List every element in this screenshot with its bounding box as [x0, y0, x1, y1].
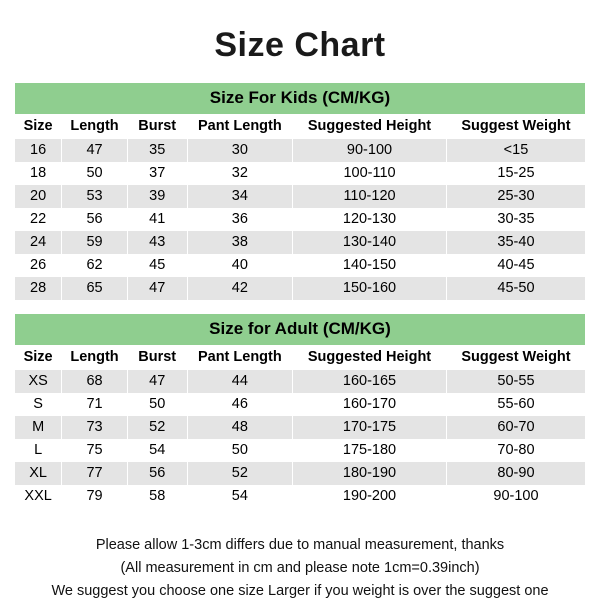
cell-suggested-height: 120-130	[293, 208, 447, 231]
cell-size: 24	[15, 231, 62, 254]
cell-suggested-height: 90-100	[293, 139, 447, 162]
cell-burst: 43	[127, 231, 187, 254]
table-row	[15, 277, 585, 300]
cell-size: 20	[15, 185, 62, 208]
cell-pant-length: 36	[187, 208, 292, 231]
cell-suggested-height: 180-190	[293, 462, 447, 485]
page-title: Size Chart	[214, 26, 386, 64]
adult-size-table	[15, 314, 585, 508]
cell-size: S	[15, 393, 62, 416]
cell-length: 65	[62, 277, 128, 300]
table-row	[15, 393, 585, 416]
cell-burst: 52	[127, 416, 187, 439]
cell-suggest-weight: 90-100	[446, 485, 585, 508]
cell-pant-length: 32	[187, 162, 292, 185]
cell-pant-length: 40	[187, 254, 292, 277]
cell-suggested-height: 150-160	[293, 277, 447, 300]
cell-pant-length: 54	[187, 485, 292, 508]
cell-size: XXL	[15, 485, 62, 508]
cell-burst: 41	[127, 208, 187, 231]
cell-length: 59	[62, 231, 128, 254]
cell-burst: 35	[127, 139, 187, 162]
cell-suggest-weight: 45-50	[446, 277, 585, 300]
kids-header-length: Length	[62, 114, 128, 139]
cell-suggested-height: 130-140	[293, 231, 447, 254]
cell-size: 28	[15, 277, 62, 300]
cell-pant-length: 44	[187, 370, 292, 393]
adult-header-burst: Burst	[127, 345, 187, 370]
table-row	[15, 370, 585, 393]
kids-header-size: Size	[15, 114, 62, 139]
cell-pant-length: 52	[187, 462, 292, 485]
adult-table-band	[15, 314, 585, 345]
cell-suggested-height: 160-170	[293, 393, 447, 416]
cell-length: 68	[62, 370, 128, 393]
cell-suggest-weight: 25-30	[446, 185, 585, 208]
cell-length: 79	[62, 485, 128, 508]
adult-header-pant-length: Pant Length	[187, 345, 292, 370]
table-row	[15, 485, 585, 508]
note-line-3: We suggest you choose one size Larger if you weight is over the suggest one	[51, 583, 549, 599]
cell-suggest-weight: 40-45	[446, 254, 585, 277]
cell-size: 16	[15, 139, 62, 162]
cell-pant-length: 42	[187, 277, 292, 300]
kids-size-table	[15, 83, 585, 300]
adult-header-suggested-height: Suggested Height	[293, 345, 447, 370]
cell-suggested-height: 170-175	[293, 416, 447, 439]
cell-length: 50	[62, 162, 128, 185]
kids-header-pant-length: Pant Length	[187, 114, 292, 139]
cell-pant-length: 48	[187, 416, 292, 439]
cell-burst: 45	[127, 254, 187, 277]
kids-header-suggested-height: Suggested Height	[293, 114, 447, 139]
cell-suggest-weight: 35-40	[446, 231, 585, 254]
cell-size: XS	[15, 370, 62, 393]
cell-suggested-height: 100-110	[293, 162, 447, 185]
cell-size: XL	[15, 462, 62, 485]
cell-suggest-weight: <15	[446, 139, 585, 162]
cell-pant-length: 30	[187, 139, 292, 162]
table-row	[15, 231, 585, 254]
table-row	[15, 208, 585, 231]
cell-burst: 39	[127, 185, 187, 208]
cell-size: 18	[15, 162, 62, 185]
cell-size: M	[15, 416, 62, 439]
kids-header-row	[15, 114, 585, 139]
cell-burst: 37	[127, 162, 187, 185]
kids-table-band	[15, 83, 585, 114]
cell-suggest-weight: 55-60	[446, 393, 585, 416]
cell-pant-length: 38	[187, 231, 292, 254]
cell-pant-length: 50	[187, 439, 292, 462]
cell-length: 56	[62, 208, 128, 231]
cell-suggest-weight: 30-35	[446, 208, 585, 231]
kids-band-label: Size For Kids (CM/KG)	[15, 83, 585, 114]
cell-suggest-weight: 70-80	[446, 439, 585, 462]
note-line-1: Please allow 1-3cm differs due to manual measurement, thanks	[95, 537, 505, 553]
adult-header-length: Length	[62, 345, 128, 370]
table-row	[15, 462, 585, 485]
cell-length: 77	[62, 462, 128, 485]
cell-burst: 54	[127, 439, 187, 462]
kids-header-burst: Burst	[127, 114, 187, 139]
cell-burst: 56	[127, 462, 187, 485]
cell-size: L	[15, 439, 62, 462]
table-row	[15, 162, 585, 185]
cell-burst: 50	[127, 393, 187, 416]
cell-burst: 58	[127, 485, 187, 508]
cell-length: 75	[62, 439, 128, 462]
cell-burst: 47	[127, 370, 187, 393]
note-line-2: (All measurement in cm and please note 1cm=0.39inch)	[120, 560, 480, 576]
cell-length: 47	[62, 139, 128, 162]
cell-suggest-weight: 50-55	[446, 370, 585, 393]
cell-size: 26	[15, 254, 62, 277]
cell-length: 53	[62, 185, 128, 208]
table-row	[15, 185, 585, 208]
cell-suggested-height: 110-120	[293, 185, 447, 208]
cell-suggested-height: 140-150	[293, 254, 447, 277]
table-row	[15, 439, 585, 462]
cell-suggested-height: 190-200	[293, 485, 447, 508]
adult-header-size: Size	[15, 345, 62, 370]
cell-length: 62	[62, 254, 128, 277]
kids-header-suggest-weight: Suggest Weight	[446, 114, 585, 139]
cell-suggest-weight: 60-70	[446, 416, 585, 439]
measurement-notes	[30, 534, 570, 603]
cell-suggested-height: 175-180	[293, 439, 447, 462]
adult-header-row	[15, 345, 585, 370]
table-row	[15, 416, 585, 439]
cell-suggest-weight: 15-25	[446, 162, 585, 185]
cell-size: 22	[15, 208, 62, 231]
cell-pant-length: 34	[187, 185, 292, 208]
adult-header-suggest-weight: Suggest Weight	[446, 345, 585, 370]
cell-burst: 47	[127, 277, 187, 300]
cell-length: 71	[62, 393, 128, 416]
table-row	[15, 139, 585, 162]
cell-pant-length: 46	[187, 393, 292, 416]
table-row	[15, 254, 585, 277]
adult-band-label: Size for Adult (CM/KG)	[15, 314, 585, 345]
cell-length: 73	[62, 416, 128, 439]
cell-suggested-height: 160-165	[293, 370, 447, 393]
cell-suggest-weight: 80-90	[446, 462, 585, 485]
